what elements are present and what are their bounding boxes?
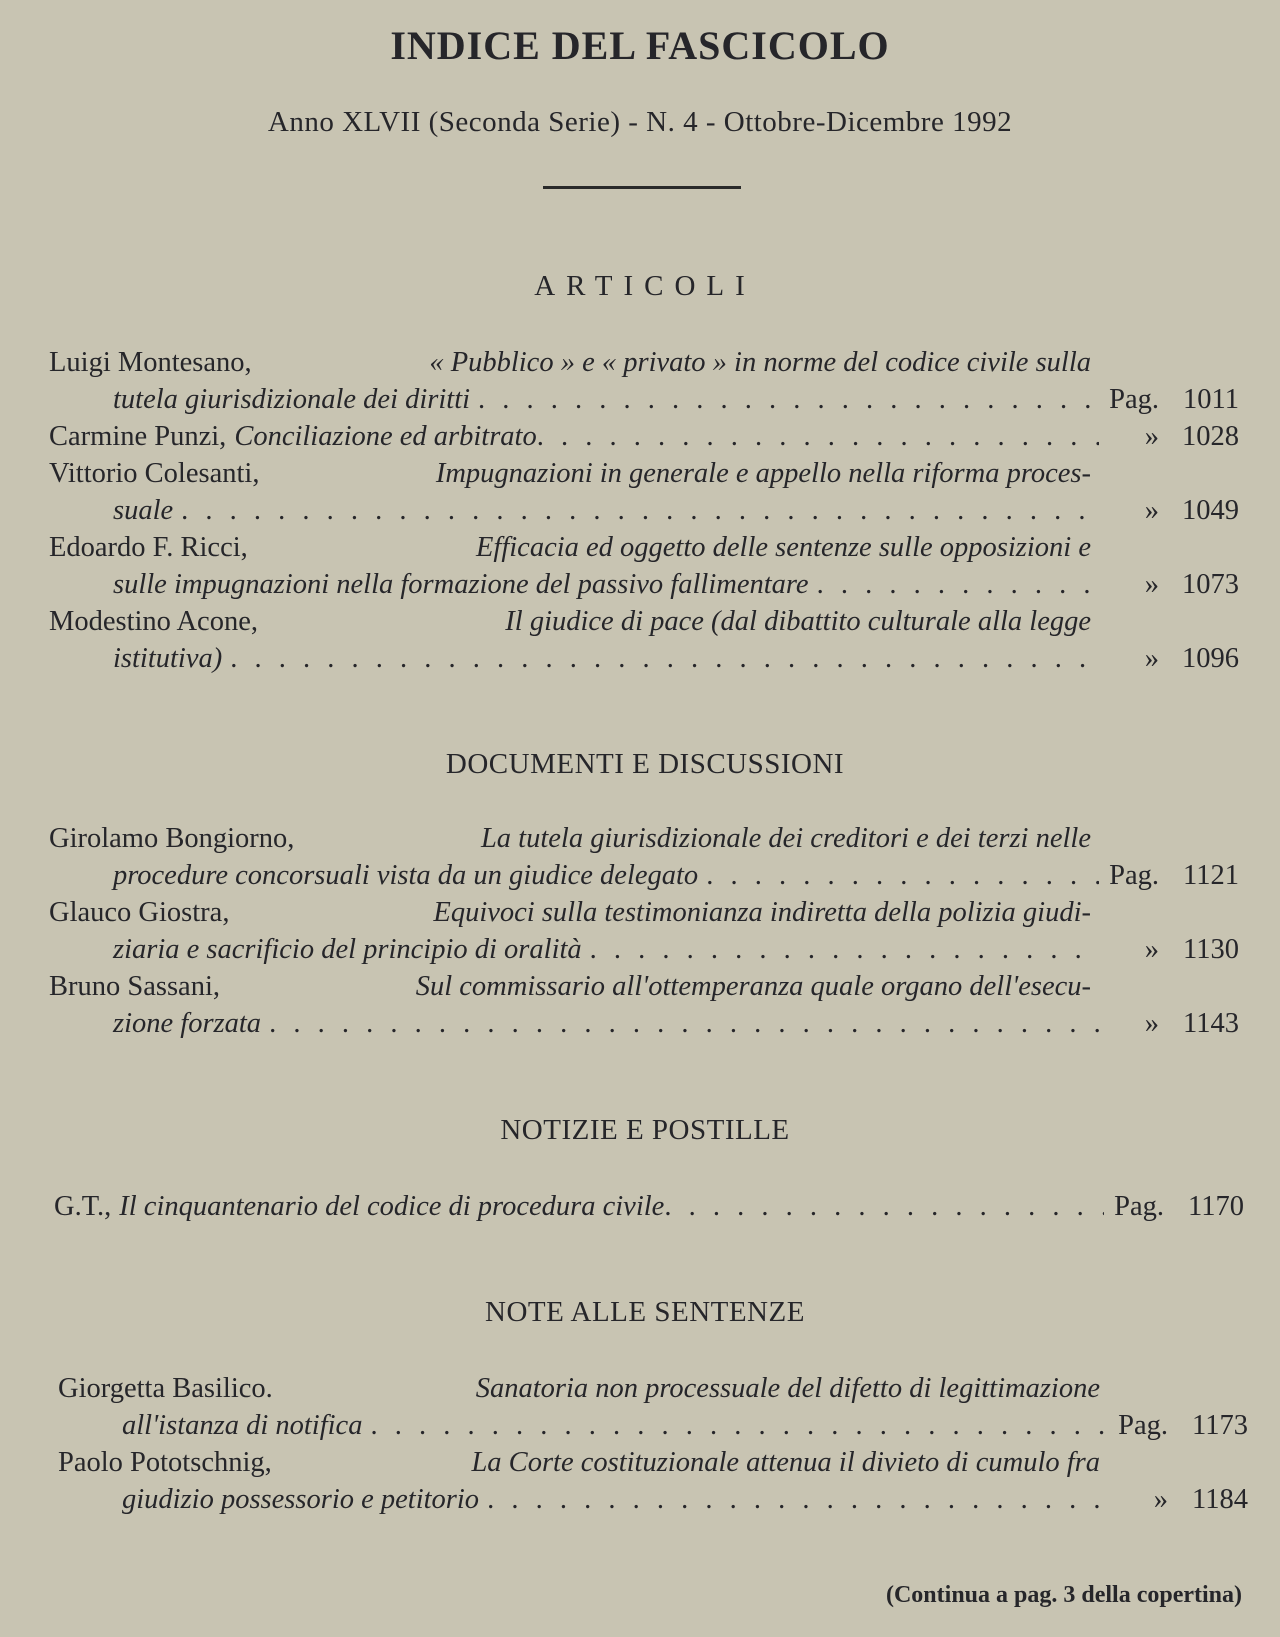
- section-documenti: [49, 820, 1239, 1042]
- entry-author: G.T.,: [54, 1191, 112, 1222]
- toc-entry: [49, 529, 1239, 603]
- entry-second-line: [49, 492, 1239, 529]
- page-label: »: [1144, 495, 1159, 526]
- toc-entry: [49, 968, 1239, 1042]
- entry-title: Efficacia ed oggetto delle sentenze sulle opposizioni e: [476, 532, 1091, 563]
- dot-leader: [817, 566, 1099, 603]
- page-label: »: [1144, 421, 1159, 452]
- entry-author: Carmine Punzi,: [49, 421, 227, 452]
- entry-title: « Pubblico » e « privato » in norme del codice civile sulla: [429, 347, 1091, 378]
- page-number: 1049: [1182, 495, 1239, 526]
- page-label: Pag.: [1118, 1410, 1168, 1441]
- page-number: 1130: [1183, 934, 1239, 965]
- dot-leader: [487, 1481, 1108, 1518]
- toc-entry: [49, 344, 1239, 418]
- entry-first-line: [54, 1188, 1244, 1225]
- dot-leader: [230, 640, 1099, 677]
- page-number: 1173: [1192, 1410, 1248, 1441]
- toc-entry: [49, 603, 1239, 677]
- entry-title-continued: giudizio possessorio e petitorio: [122, 1484, 480, 1515]
- entry-second-line: [49, 857, 1239, 894]
- page-number: 1028: [1182, 421, 1239, 452]
- dot-leader: [590, 931, 1099, 968]
- entry-title-continued: ziaria e sacrificio del principio di oralità: [113, 934, 582, 965]
- toc-entry: [49, 455, 1239, 529]
- section-heading-articoli: ARTICOLI: [534, 270, 756, 302]
- entry-title-continued: sulle impugnazioni nella formazione del passivo fallimentare: [113, 569, 809, 600]
- entry-title: Equivoci sulla testimonianza indiretta della polizia giudi-: [433, 897, 1091, 928]
- entry-title: Il giudice di pace (dal dibattito culturale alla legge: [505, 606, 1091, 637]
- toc-entry: [58, 1444, 1248, 1518]
- entry-title: Conciliazione ed arbitrato: [234, 421, 537, 452]
- entry-title-continued: tutela giurisdizionale dei diritti: [113, 384, 471, 415]
- entry-author: Girolamo Bongiorno,: [49, 823, 295, 854]
- entry-second-line: [49, 381, 1239, 418]
- continued-note: (Continua a pag. 3 della copertina): [885, 1582, 1242, 1608]
- entry-second-line: [49, 931, 1239, 968]
- entry-first-line: [49, 820, 1091, 857]
- entry-title: Impugnazioni in generale e appello nella riforma proces-: [435, 458, 1091, 489]
- dot-leader: [537, 418, 1099, 455]
- entry-first-line: [49, 344, 1091, 381]
- page-number: 1096: [1182, 643, 1239, 674]
- entry-author: Glauco Giostra,: [49, 897, 230, 928]
- section-heading-documenti: DOCUMENTI E DISCUSSIONI: [445, 748, 845, 780]
- dot-leader: [478, 381, 1099, 418]
- entry-first-line: [49, 894, 1091, 931]
- entry-title-continued: all'istanza di notifica: [122, 1410, 363, 1441]
- entry-first-line: [49, 455, 1091, 492]
- page-label: Pag.: [1109, 384, 1159, 415]
- section-note: [58, 1370, 1248, 1518]
- entry-author: Luigi Montesano,: [49, 347, 252, 378]
- section-notizie: [54, 1188, 1244, 1225]
- dot-leader: [664, 1188, 1104, 1225]
- toc-entry: [58, 1370, 1248, 1444]
- page-number: 1073: [1182, 569, 1239, 600]
- entry-author: Modestino Acone,: [49, 606, 258, 637]
- issue-subtitle: Anno XLVII (Seconda Serie) - N. 4 - Ottobre-Dicembre 1992: [267, 106, 1013, 138]
- page-label: »: [1144, 934, 1159, 965]
- entry-author: Bruno Sassani,: [49, 971, 220, 1002]
- page-number: 1184: [1192, 1484, 1248, 1515]
- page-number: 1170: [1188, 1191, 1244, 1222]
- dot-leader: [181, 492, 1099, 529]
- entry-title-continued: suale: [113, 495, 174, 526]
- section-heading-note: NOTE ALLE SENTENZE: [485, 1296, 805, 1328]
- entry-title: La Corte costituzionale attenua il divieto di cumulo fra: [471, 1447, 1100, 1478]
- entry-second-line: [58, 1481, 1248, 1518]
- toc-entry: [49, 894, 1239, 968]
- page-label: »: [1144, 569, 1159, 600]
- entry-first-line: [49, 968, 1091, 1005]
- toc-entry: [49, 418, 1239, 455]
- toc-entry: [54, 1188, 1244, 1225]
- entry-first-line: [49, 603, 1091, 640]
- page-label: »: [1144, 1008, 1159, 1039]
- page-number: 1121: [1183, 860, 1239, 891]
- section-articoli: [49, 344, 1239, 677]
- entry-first-line: [49, 529, 1091, 566]
- section-heading-notizie: NOTIZIE E POSTILLE: [500, 1114, 790, 1146]
- toc-entry: [49, 820, 1239, 894]
- entry-author: Giorgetta Basilico.: [58, 1373, 273, 1404]
- entry-second-line: [49, 1005, 1239, 1042]
- page-label: Pag.: [1114, 1191, 1164, 1222]
- entry-title: Il cinquantenario del codice di procedura civile: [119, 1191, 665, 1222]
- entry-first-line: [58, 1444, 1100, 1481]
- entry-first-line: [58, 1370, 1100, 1407]
- entry-author: Vittorio Colesanti,: [49, 458, 260, 489]
- page-title: INDICE DEL FASCICOLO: [390, 23, 890, 68]
- entry-second-line: [49, 566, 1239, 603]
- entry-title-continued: procedure concorsuali vista da un giudice delegato: [113, 860, 699, 891]
- divider: [543, 186, 741, 189]
- entry-title: La tutela giurisdizionale dei creditori e dei terzi nelle: [480, 823, 1091, 854]
- page-label: »: [1144, 643, 1159, 674]
- entry-author: Edoardo F. Ricci,: [49, 532, 248, 563]
- entry-title: Sul commissario all'ottemperanza quale organo dell'esecu-: [415, 971, 1091, 1002]
- entry-second-line: [58, 1407, 1248, 1444]
- entry-second-line: [49, 640, 1239, 677]
- entry-author: Paolo Pototschnig,: [58, 1447, 272, 1478]
- entry-title-continued: istitutiva): [113, 643, 223, 674]
- page-number: 1143: [1183, 1008, 1239, 1039]
- entry-first-line: [49, 418, 1239, 455]
- entry-title-continued: zione forzata: [113, 1008, 262, 1039]
- page-number: 1011: [1183, 384, 1239, 415]
- page-label: Pag.: [1109, 860, 1159, 891]
- dot-leader: [370, 1407, 1108, 1444]
- dot-leader: [706, 857, 1099, 894]
- page-label: »: [1153, 1484, 1168, 1515]
- entry-title: Sanatoria non processuale del difetto di legittimazione: [475, 1373, 1100, 1404]
- dot-leader: [269, 1005, 1099, 1042]
